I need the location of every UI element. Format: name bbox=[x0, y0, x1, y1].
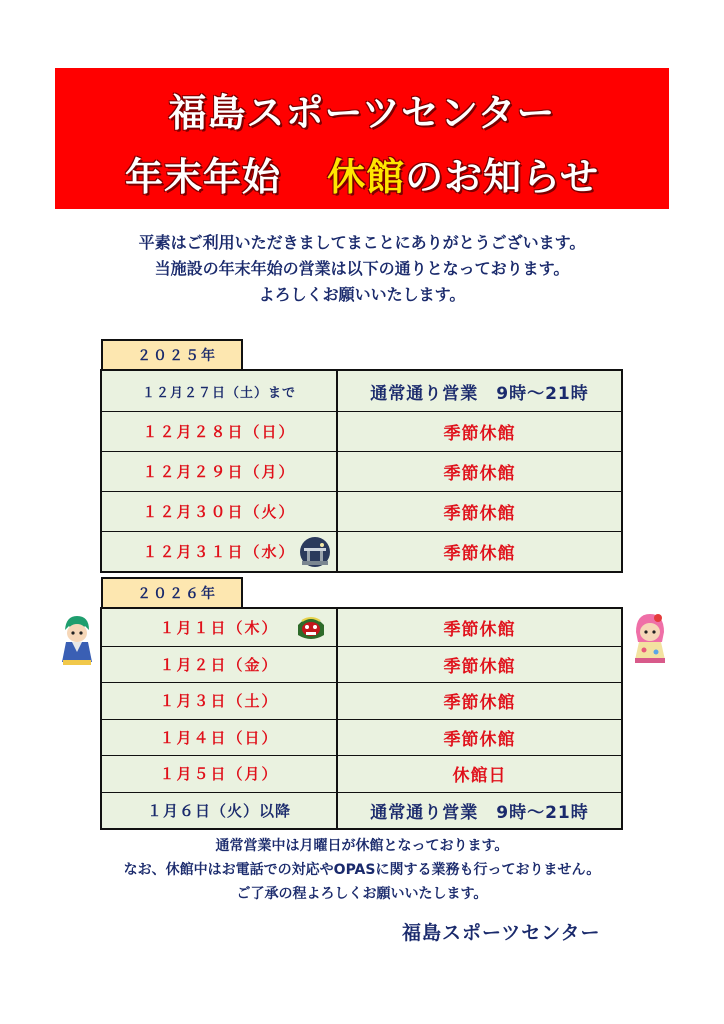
date-cell: １月４日（日） bbox=[102, 720, 338, 756]
status-cell: 季節休館 bbox=[443, 693, 516, 714]
status-cell: 季節休館 bbox=[443, 424, 516, 444]
intro-text bbox=[40, 230, 684, 308]
table-row bbox=[102, 411, 621, 451]
table-row bbox=[102, 755, 621, 792]
table-row bbox=[102, 531, 621, 571]
banner-subtitle bbox=[55, 146, 669, 201]
date-cell: １月５日（月） bbox=[102, 756, 338, 792]
footer-line: 通常営業中は月曜日が休館となっております。 bbox=[215, 838, 509, 854]
table-row bbox=[102, 371, 621, 411]
boy-mascot-icon bbox=[60, 614, 94, 666]
footer-line: ご了承の程よろしくお願いいたします。 bbox=[236, 886, 488, 902]
date-text: １月１日（木） bbox=[159, 618, 279, 637]
table-row bbox=[102, 682, 621, 719]
footer-line: なお、休館中はお電話での対応やOPASに関する業務も行っておりません。 bbox=[123, 862, 601, 878]
date-cell: １月２日（金） bbox=[102, 647, 338, 683]
banner-title: 福島スポーツセンター bbox=[168, 91, 556, 135]
date-cell: １月３日（土） bbox=[102, 683, 338, 719]
table-row bbox=[102, 609, 621, 646]
date-cell bbox=[102, 532, 338, 571]
status-cell: 通常通り営業 9時～21時 bbox=[370, 383, 589, 404]
table-row bbox=[102, 719, 621, 756]
schedule-table-2026 bbox=[100, 607, 623, 830]
intro-line: 平素はご利用いただきましてまことにありがとうございます。 bbox=[138, 233, 586, 252]
year-tab-2026: ２０２６年 bbox=[101, 577, 243, 607]
table-row bbox=[102, 451, 621, 491]
date-cell: １２月２７日（土）まで bbox=[102, 371, 338, 411]
status-cell: 季節休館 bbox=[443, 504, 516, 524]
footer-notes bbox=[40, 834, 684, 906]
date-cell: １２月２９日（月） bbox=[102, 452, 338, 491]
status-cell: 季節休館 bbox=[443, 464, 516, 484]
status-cell: 休館日 bbox=[452, 766, 507, 787]
status-cell: 季節休館 bbox=[443, 544, 516, 564]
girl-mascot-icon bbox=[632, 612, 668, 664]
schedule-table-2025 bbox=[100, 369, 623, 573]
banner-highlight: 休館 bbox=[327, 155, 406, 199]
lion-dance-mascot-icon bbox=[294, 611, 328, 643]
signature: 福島スポーツセンター bbox=[402, 922, 601, 944]
title-banner bbox=[55, 68, 669, 209]
banner-subtitle-b: のお知らせ bbox=[405, 155, 599, 199]
status-cell: 季節休館 bbox=[443, 729, 516, 750]
date-cell: １月６日（火）以降 bbox=[102, 793, 338, 829]
date-cell: １２月３０日（火） bbox=[102, 492, 338, 531]
status-cell: 季節休館 bbox=[443, 619, 516, 640]
date-cell: １２月２８日（日） bbox=[102, 412, 338, 451]
date-text: １２月３１日（水） bbox=[142, 543, 296, 561]
table-row bbox=[102, 792, 621, 829]
table-row bbox=[102, 491, 621, 531]
status-cell: 通常通り営業 9時～21時 bbox=[370, 802, 589, 823]
banner-subtitle-a: 年末年始 bbox=[125, 155, 282, 199]
year-tab-2025: ２０２５年 bbox=[101, 339, 243, 369]
table-row bbox=[102, 646, 621, 683]
shrine-gate-icon bbox=[298, 536, 332, 568]
intro-line: よろしくお願いいたします。 bbox=[258, 285, 466, 304]
status-cell: 季節休館 bbox=[443, 656, 516, 677]
date-cell bbox=[102, 609, 338, 646]
intro-line: 当施設の年末年始の営業は以下の通りとなっております。 bbox=[154, 259, 570, 278]
